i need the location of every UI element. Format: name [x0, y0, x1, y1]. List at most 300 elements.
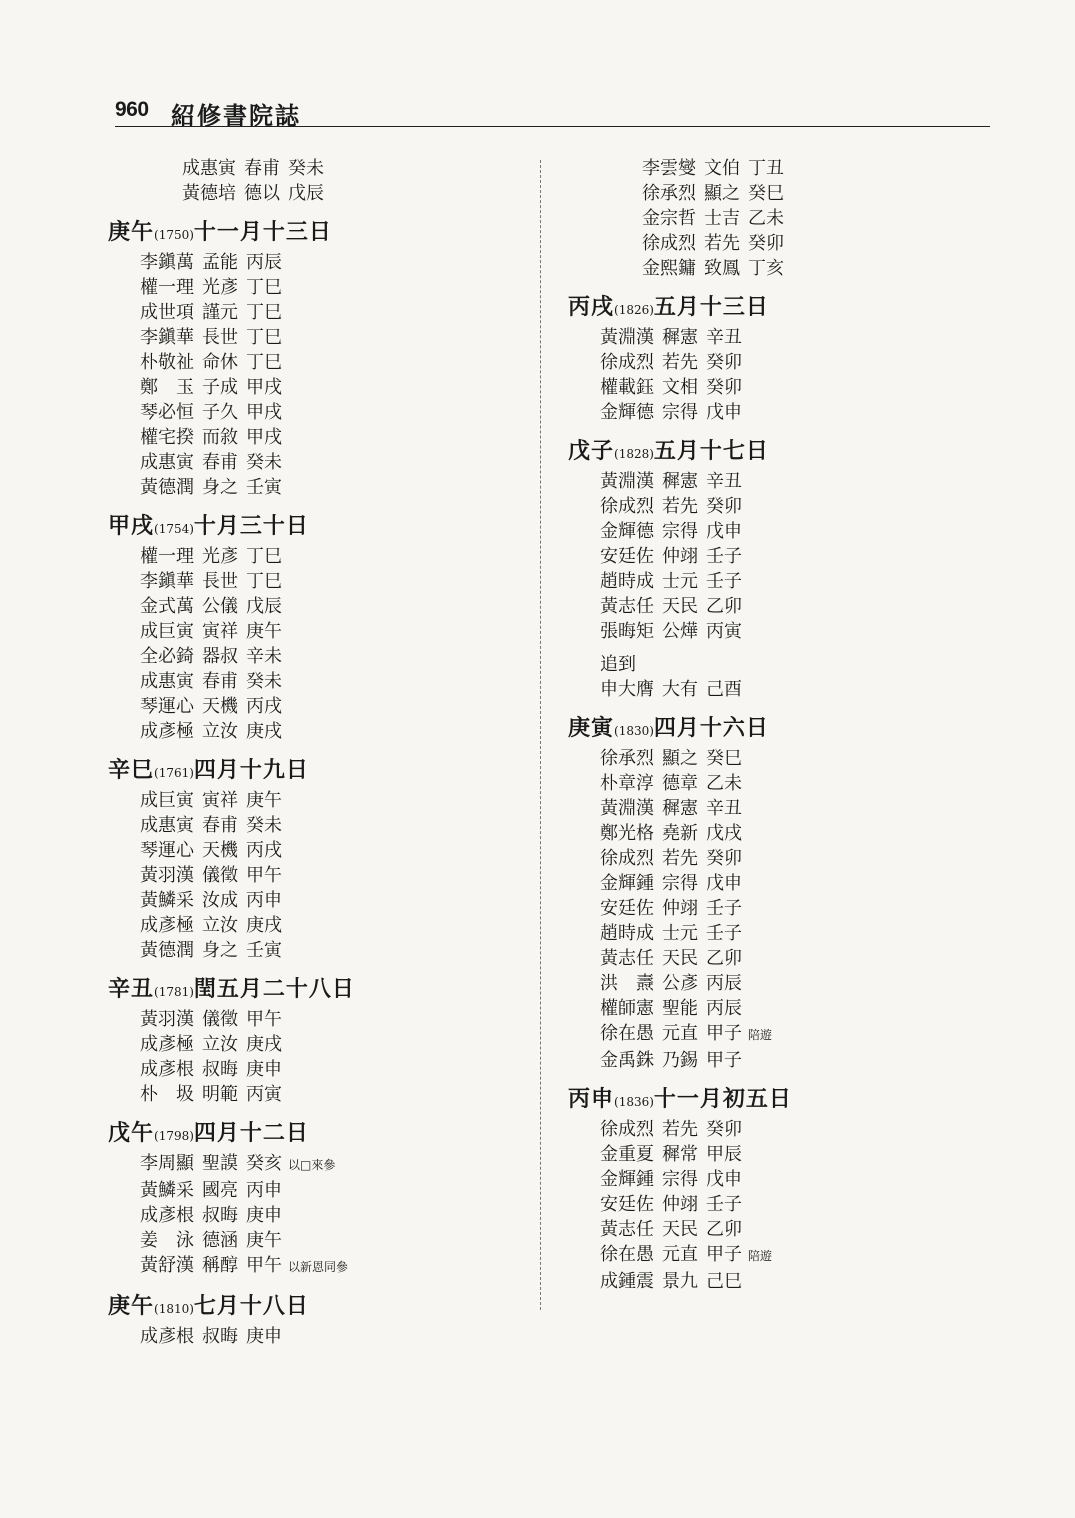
courtesy-name: 乃錫 [662, 1050, 698, 1071]
birth-year: 乙未 [706, 773, 742, 794]
date-text: 十一月初五日 [653, 1086, 792, 1112]
entry-row [108, 863, 528, 888]
birth-year: 辛丑 [706, 471, 742, 492]
courtesy-name: 公彥 [662, 973, 698, 994]
page-header [115, 96, 990, 130]
person-name: 金輝鍾 [600, 873, 654, 894]
section [108, 1118, 528, 1280]
courtesy-name: 立汝 [202, 915, 238, 936]
birth-year: 戊申 [706, 521, 742, 542]
birth-year: 甲辰 [706, 1144, 742, 1165]
courtesy-name: 顯之 [662, 748, 698, 769]
section-heading [568, 1084, 1008, 1117]
birth-year: 癸巳 [748, 183, 784, 204]
courtesy-name: 堯新 [662, 823, 698, 844]
courtesy-name: 叔晦 [202, 1059, 238, 1080]
entry-row [568, 375, 1008, 400]
section [108, 511, 528, 744]
birth-year: 甲午 [246, 865, 282, 886]
courtesy-name: 宗得 [662, 521, 698, 542]
courtesy-name: 景九 [662, 1271, 698, 1292]
date-text: 四月十六日 [653, 715, 769, 741]
section [108, 755, 528, 963]
birth-year: 辛丑 [706, 327, 742, 348]
entry-row [568, 619, 1008, 644]
person-name: 黃淵漢 [600, 798, 654, 819]
birth-year: 戊辰 [288, 183, 324, 204]
date-text: 十月三十日 [193, 513, 309, 539]
person-name: 權宅揆 [140, 427, 194, 448]
person-name: 成巨寅 [140, 790, 194, 811]
courtesy-name: 天機 [202, 696, 238, 717]
person-name: 徐成烈 [600, 848, 654, 869]
western-year: (1828) [614, 447, 654, 461]
entry-row [108, 619, 528, 644]
birth-year: 庚午 [246, 790, 282, 811]
courtesy-name: 身之 [202, 940, 238, 961]
person-name: 成世項 [140, 302, 194, 323]
birth-year: 辛未 [246, 646, 282, 667]
entry-row [108, 669, 528, 694]
section [108, 1291, 528, 1349]
person-name: 徐成烈 [642, 233, 696, 254]
birth-year: 癸未 [246, 452, 282, 473]
courtesy-name: 立汝 [202, 721, 238, 742]
person-name: 李周顯 [140, 1153, 194, 1174]
section [108, 217, 528, 500]
person-name: 李雲燮 [642, 158, 696, 179]
entry-row [568, 325, 1008, 350]
birth-year: 辛丑 [706, 798, 742, 819]
birth-year: 丙辰 [706, 998, 742, 1019]
birth-year: 庚申 [246, 1205, 282, 1226]
courtesy-name: 天民 [662, 948, 698, 969]
birth-year: 丁巳 [246, 571, 282, 592]
entry-row [610, 206, 1008, 231]
person-name: 姜 泳 [140, 1230, 194, 1251]
person-name: 黃德潤 [140, 940, 194, 961]
birth-year: 庚午 [246, 1230, 282, 1251]
birth-year: 戊申 [706, 1169, 742, 1190]
person-name: 權一理 [140, 546, 194, 567]
date-text: 十一月十三日 [193, 219, 332, 245]
courtesy-name: 仲翊 [662, 898, 698, 919]
entry-row [610, 181, 1008, 206]
person-name: 徐承烈 [642, 183, 696, 204]
courtesy-name: 光彥 [202, 546, 238, 567]
section-heading [108, 974, 528, 1007]
person-name: 成彥極 [140, 915, 194, 936]
birth-year: 甲午 [246, 1255, 282, 1276]
courtesy-name: 士元 [662, 571, 698, 592]
courtesy-name: 若先 [704, 233, 740, 254]
western-year: (1798) [154, 1129, 194, 1143]
courtesy-name: 元直 [662, 1244, 698, 1265]
courtesy-name: 大有 [662, 679, 698, 700]
courtesy-name: 儀徵 [202, 865, 238, 886]
person-name: 黃鱗采 [140, 1180, 194, 1201]
courtesy-name: 春甫 [244, 158, 280, 179]
birth-year: 丁巳 [246, 352, 282, 373]
western-year: (1781) [154, 985, 194, 999]
courtesy-name: 德以 [244, 183, 280, 204]
courtesy-name: 士吉 [704, 208, 740, 229]
person-name: 全必錡 [140, 646, 194, 667]
entry-row [108, 594, 528, 619]
birth-year: 丙寅 [706, 621, 742, 642]
entry-row [568, 1021, 1008, 1048]
courtesy-name: 寅祥 [202, 621, 238, 642]
entry-row [568, 896, 1008, 921]
birth-year: 癸卯 [706, 496, 742, 517]
person-name: 朴 圾 [140, 1084, 194, 1105]
courtesy-name: 德章 [662, 773, 698, 794]
courtesy-name: 文伯 [704, 158, 740, 179]
entry-row [108, 694, 528, 719]
person-name: 金熙鏞 [642, 258, 696, 279]
birth-year: 癸未 [246, 671, 282, 692]
person-name: 趙時成 [600, 571, 654, 592]
birth-year: 甲子 [706, 1050, 742, 1071]
person-name: 鄭光格 [600, 823, 654, 844]
courtesy-name: 子成 [202, 377, 238, 398]
courtesy-name: 顯之 [704, 183, 740, 204]
entry-row [568, 971, 1008, 996]
western-year: (1754) [154, 522, 194, 536]
birth-year: 己巳 [706, 1271, 742, 1292]
date-text: 四月十九日 [193, 757, 309, 783]
birth-year: 丙寅 [246, 1084, 282, 1105]
courtesy-name: 穉憲 [662, 471, 698, 492]
courtesy-name: 長世 [202, 571, 238, 592]
ganzhi-year: 辛巳 [108, 757, 155, 783]
section [568, 436, 1008, 702]
courtesy-name: 元直 [662, 1023, 698, 1044]
birth-year: 壬子 [706, 546, 742, 567]
birth-year: 甲午 [246, 1009, 282, 1030]
courtesy-name: 仲翊 [662, 546, 698, 567]
entry-row [568, 544, 1008, 569]
person-name: 金輝德 [600, 402, 654, 423]
courtesy-name: 命休 [202, 352, 238, 373]
entry-row [568, 996, 1008, 1021]
birth-year: 乙卯 [706, 948, 742, 969]
ganzhi-year: 庚寅 [568, 715, 615, 741]
western-year: (1836) [614, 1095, 654, 1109]
birth-year: 丁巳 [246, 327, 282, 348]
book-title: 紹修書院誌 [171, 101, 301, 130]
person-name: 李鎭華 [140, 327, 194, 348]
person-name: 黃志任 [600, 596, 654, 617]
courtesy-name: 宗得 [662, 402, 698, 423]
courtesy-name: 穉常 [662, 1144, 698, 1165]
courtesy-name: 天機 [202, 840, 238, 861]
birth-year: 甲戌 [246, 402, 282, 423]
courtesy-name: 若先 [662, 848, 698, 869]
birth-year: 庚申 [246, 1326, 282, 1347]
birth-year: 甲子 [706, 1023, 742, 1044]
person-name: 黃羽漢 [140, 865, 194, 886]
ganzhi-year: 庚午 [108, 219, 155, 245]
birth-year: 壬寅 [246, 477, 282, 498]
entry-row [568, 746, 1008, 771]
entry-row [108, 300, 528, 325]
section [568, 292, 1008, 425]
birth-year: 壬子 [706, 898, 742, 919]
birth-year: 丙辰 [706, 973, 742, 994]
section [108, 156, 528, 206]
courtesy-name: 天民 [662, 596, 698, 617]
entry-row [108, 544, 528, 569]
courtesy-name: 而敘 [202, 427, 238, 448]
ganzhi-year: 辛丑 [108, 976, 155, 1002]
person-name: 成巨寅 [140, 621, 194, 642]
entry-row [108, 1253, 528, 1280]
ganzhi-year: 丙申 [568, 1086, 615, 1112]
section-heading [568, 292, 1008, 325]
person-name: 黃鱗采 [140, 890, 194, 911]
person-name: 金輝德 [600, 521, 654, 542]
left-column [108, 156, 528, 1360]
person-name: 朴章淳 [600, 773, 654, 794]
entry-row [568, 469, 1008, 494]
western-year: (1810) [154, 1302, 194, 1316]
birth-year: 癸亥 [246, 1153, 282, 1174]
person-name: 徐在愚 [600, 1023, 654, 1044]
entry-row [108, 475, 528, 500]
entry-row [108, 425, 528, 450]
entry-note: 陪遊 [748, 1249, 773, 1263]
person-name: 黃淵漢 [600, 471, 654, 492]
entry-note: 陪遊 [748, 1028, 773, 1042]
person-name: 成彥極 [140, 1034, 194, 1055]
entry-row [568, 1242, 1008, 1269]
person-name: 成彥根 [140, 1059, 194, 1080]
person-name: 李鎭萬 [140, 252, 194, 273]
ganzhi-year: 戊子 [568, 438, 615, 464]
person-name: 黃志任 [600, 1219, 654, 1240]
person-name: 權載鈺 [600, 377, 654, 398]
person-name: 黃舒漢 [140, 1255, 194, 1276]
person-name: 徐成烈 [600, 1119, 654, 1140]
birth-year: 丙戌 [246, 840, 282, 861]
birth-year: 丁巳 [246, 546, 282, 567]
section [108, 974, 528, 1107]
person-name: 安廷佐 [600, 1194, 654, 1215]
entry-row [568, 796, 1008, 821]
birth-year: 庚午 [246, 621, 282, 642]
entry-row [108, 350, 528, 375]
birth-year: 壬寅 [246, 940, 282, 961]
birth-year: 丙申 [246, 1180, 282, 1201]
entry-row [108, 1203, 528, 1228]
entry-row [108, 813, 528, 838]
entry-row [108, 888, 528, 913]
column-divider [540, 160, 541, 1310]
entry-row [108, 719, 528, 744]
page-number: 960 [115, 98, 149, 121]
entry-row [568, 1117, 1008, 1142]
person-name: 徐成烈 [600, 352, 654, 373]
entry-row [108, 913, 528, 938]
ganzhi-year: 戊午 [108, 1120, 155, 1146]
section-heading [568, 436, 1008, 469]
person-name: 金禹銖 [600, 1050, 654, 1071]
person-name: 黃志任 [600, 948, 654, 969]
entry-row [568, 871, 1008, 896]
entry-row [108, 1151, 528, 1178]
entry-row [568, 519, 1008, 544]
birth-year: 丙戌 [246, 696, 282, 717]
section-heading [108, 755, 528, 788]
birth-year: 戊辰 [246, 596, 282, 617]
birth-year: 癸卯 [748, 233, 784, 254]
birth-year: 甲戌 [246, 427, 282, 448]
person-name: 琴必恒 [140, 402, 194, 423]
person-name: 申大膺 [600, 679, 654, 700]
birth-year: 丁亥 [748, 258, 784, 279]
courtesy-name: 仲翊 [662, 1194, 698, 1215]
courtesy-name: 光彥 [202, 277, 238, 298]
birth-year: 己酉 [706, 679, 742, 700]
entry-row [108, 400, 528, 425]
courtesy-name: 聖能 [662, 998, 698, 1019]
entry-row [568, 350, 1008, 375]
person-name: 徐在愚 [600, 1244, 654, 1265]
entry-row [108, 1178, 528, 1203]
section [568, 156, 1008, 281]
person-name: 安廷佐 [600, 898, 654, 919]
entry-row [568, 1217, 1008, 1242]
section [568, 713, 1008, 1073]
birth-year: 癸未 [246, 815, 282, 836]
courtesy-name: 致鳳 [704, 258, 740, 279]
entry-row [568, 494, 1008, 519]
courtesy-name: 明範 [202, 1084, 238, 1105]
entry-row [108, 1057, 528, 1082]
person-name: 安廷佐 [600, 546, 654, 567]
courtesy-name: 汝成 [202, 890, 238, 911]
courtesy-name: 器叔 [202, 646, 238, 667]
birth-year: 丁丑 [748, 158, 784, 179]
entry-row [610, 156, 1008, 181]
date-text: 閏五月二十八日 [193, 976, 355, 1002]
courtesy-name: 國亮 [202, 1180, 238, 1201]
courtesy-name: 春甫 [202, 452, 238, 473]
courtesy-name: 立汝 [202, 1034, 238, 1055]
entry-row [610, 231, 1008, 256]
courtesy-name: 公燁 [662, 621, 698, 642]
birth-year: 甲戌 [246, 377, 282, 398]
person-name: 成惠寅 [140, 815, 194, 836]
person-name: 張晦矩 [600, 621, 654, 642]
person-name: 成惠寅 [140, 452, 194, 473]
entry-row [108, 644, 528, 669]
birth-year: 乙卯 [706, 1219, 742, 1240]
courtesy-name: 宗得 [662, 873, 698, 894]
entry-row [610, 256, 1008, 281]
birth-year: 癸卯 [706, 352, 742, 373]
entry-row [150, 181, 528, 206]
birth-year: 丙申 [246, 890, 282, 911]
birth-year: 癸巳 [706, 748, 742, 769]
courtesy-name: 士元 [662, 923, 698, 944]
birth-year: 癸卯 [706, 377, 742, 398]
birth-year: 丁巳 [246, 302, 282, 323]
entry-row [108, 325, 528, 350]
birth-year: 庚戌 [246, 721, 282, 742]
section-heading [108, 1291, 528, 1324]
courtesy-name: 德涵 [202, 1230, 238, 1251]
birth-year: 戊申 [706, 402, 742, 423]
entry-row [108, 788, 528, 813]
person-name: 黃羽漢 [140, 1009, 194, 1030]
section-heading [568, 713, 1008, 746]
courtesy-name: 叔晦 [202, 1326, 238, 1347]
entry-row [568, 594, 1008, 619]
entry-row [150, 156, 528, 181]
courtesy-name: 叔晦 [202, 1205, 238, 1226]
entry-row [568, 921, 1008, 946]
entry-note: 以新恩同參 [288, 1260, 349, 1274]
courtesy-name: 若先 [662, 1119, 698, 1140]
birth-year: 庚戌 [246, 915, 282, 936]
courtesy-name: 天民 [662, 1219, 698, 1240]
date-text: 四月十二日 [193, 1120, 309, 1146]
birth-year: 癸卯 [706, 1119, 742, 1140]
courtesy-name: 長世 [202, 327, 238, 348]
courtesy-name: 孟能 [202, 252, 238, 273]
person-name: 金重夏 [600, 1144, 654, 1165]
date-text: 五月十七日 [653, 438, 769, 464]
entry-row [568, 821, 1008, 846]
entry-row [568, 569, 1008, 594]
birth-year: 戊申 [706, 873, 742, 894]
person-name: 成惠寅 [182, 158, 236, 179]
person-name: 黃德潤 [140, 477, 194, 498]
person-name: 權師憲 [600, 998, 654, 1019]
person-name: 徐成烈 [600, 496, 654, 517]
entry-row [568, 1048, 1008, 1073]
person-name: 成鍾震 [600, 1271, 654, 1292]
courtesy-name: 穉憲 [662, 798, 698, 819]
section-heading [108, 511, 528, 544]
entry-row [108, 1032, 528, 1057]
birth-year: 壬子 [706, 571, 742, 592]
sub-label: 追到 [600, 654, 636, 675]
entry-row [568, 1269, 1008, 1294]
birth-year: 癸卯 [706, 848, 742, 869]
courtesy-name: 稱醇 [202, 1255, 238, 1276]
birth-year: 丙辰 [246, 252, 282, 273]
western-year: (1761) [154, 766, 194, 780]
birth-year: 庚戌 [246, 1034, 282, 1055]
entry-row [568, 1142, 1008, 1167]
section-heading [108, 217, 528, 250]
entry-row [568, 846, 1008, 871]
person-name: 成彥根 [140, 1326, 194, 1347]
person-name: 徐承烈 [600, 748, 654, 769]
person-name: 成彥根 [140, 1205, 194, 1226]
right-column [568, 156, 1008, 1305]
entry-note: 以□來參 [288, 1158, 336, 1172]
birth-year: 壬子 [706, 1194, 742, 1215]
entry-row [568, 677, 1008, 702]
person-name: 洪 燾 [600, 973, 654, 994]
entry-row [108, 838, 528, 863]
birth-year: 癸未 [288, 158, 324, 179]
section [568, 1084, 1008, 1294]
